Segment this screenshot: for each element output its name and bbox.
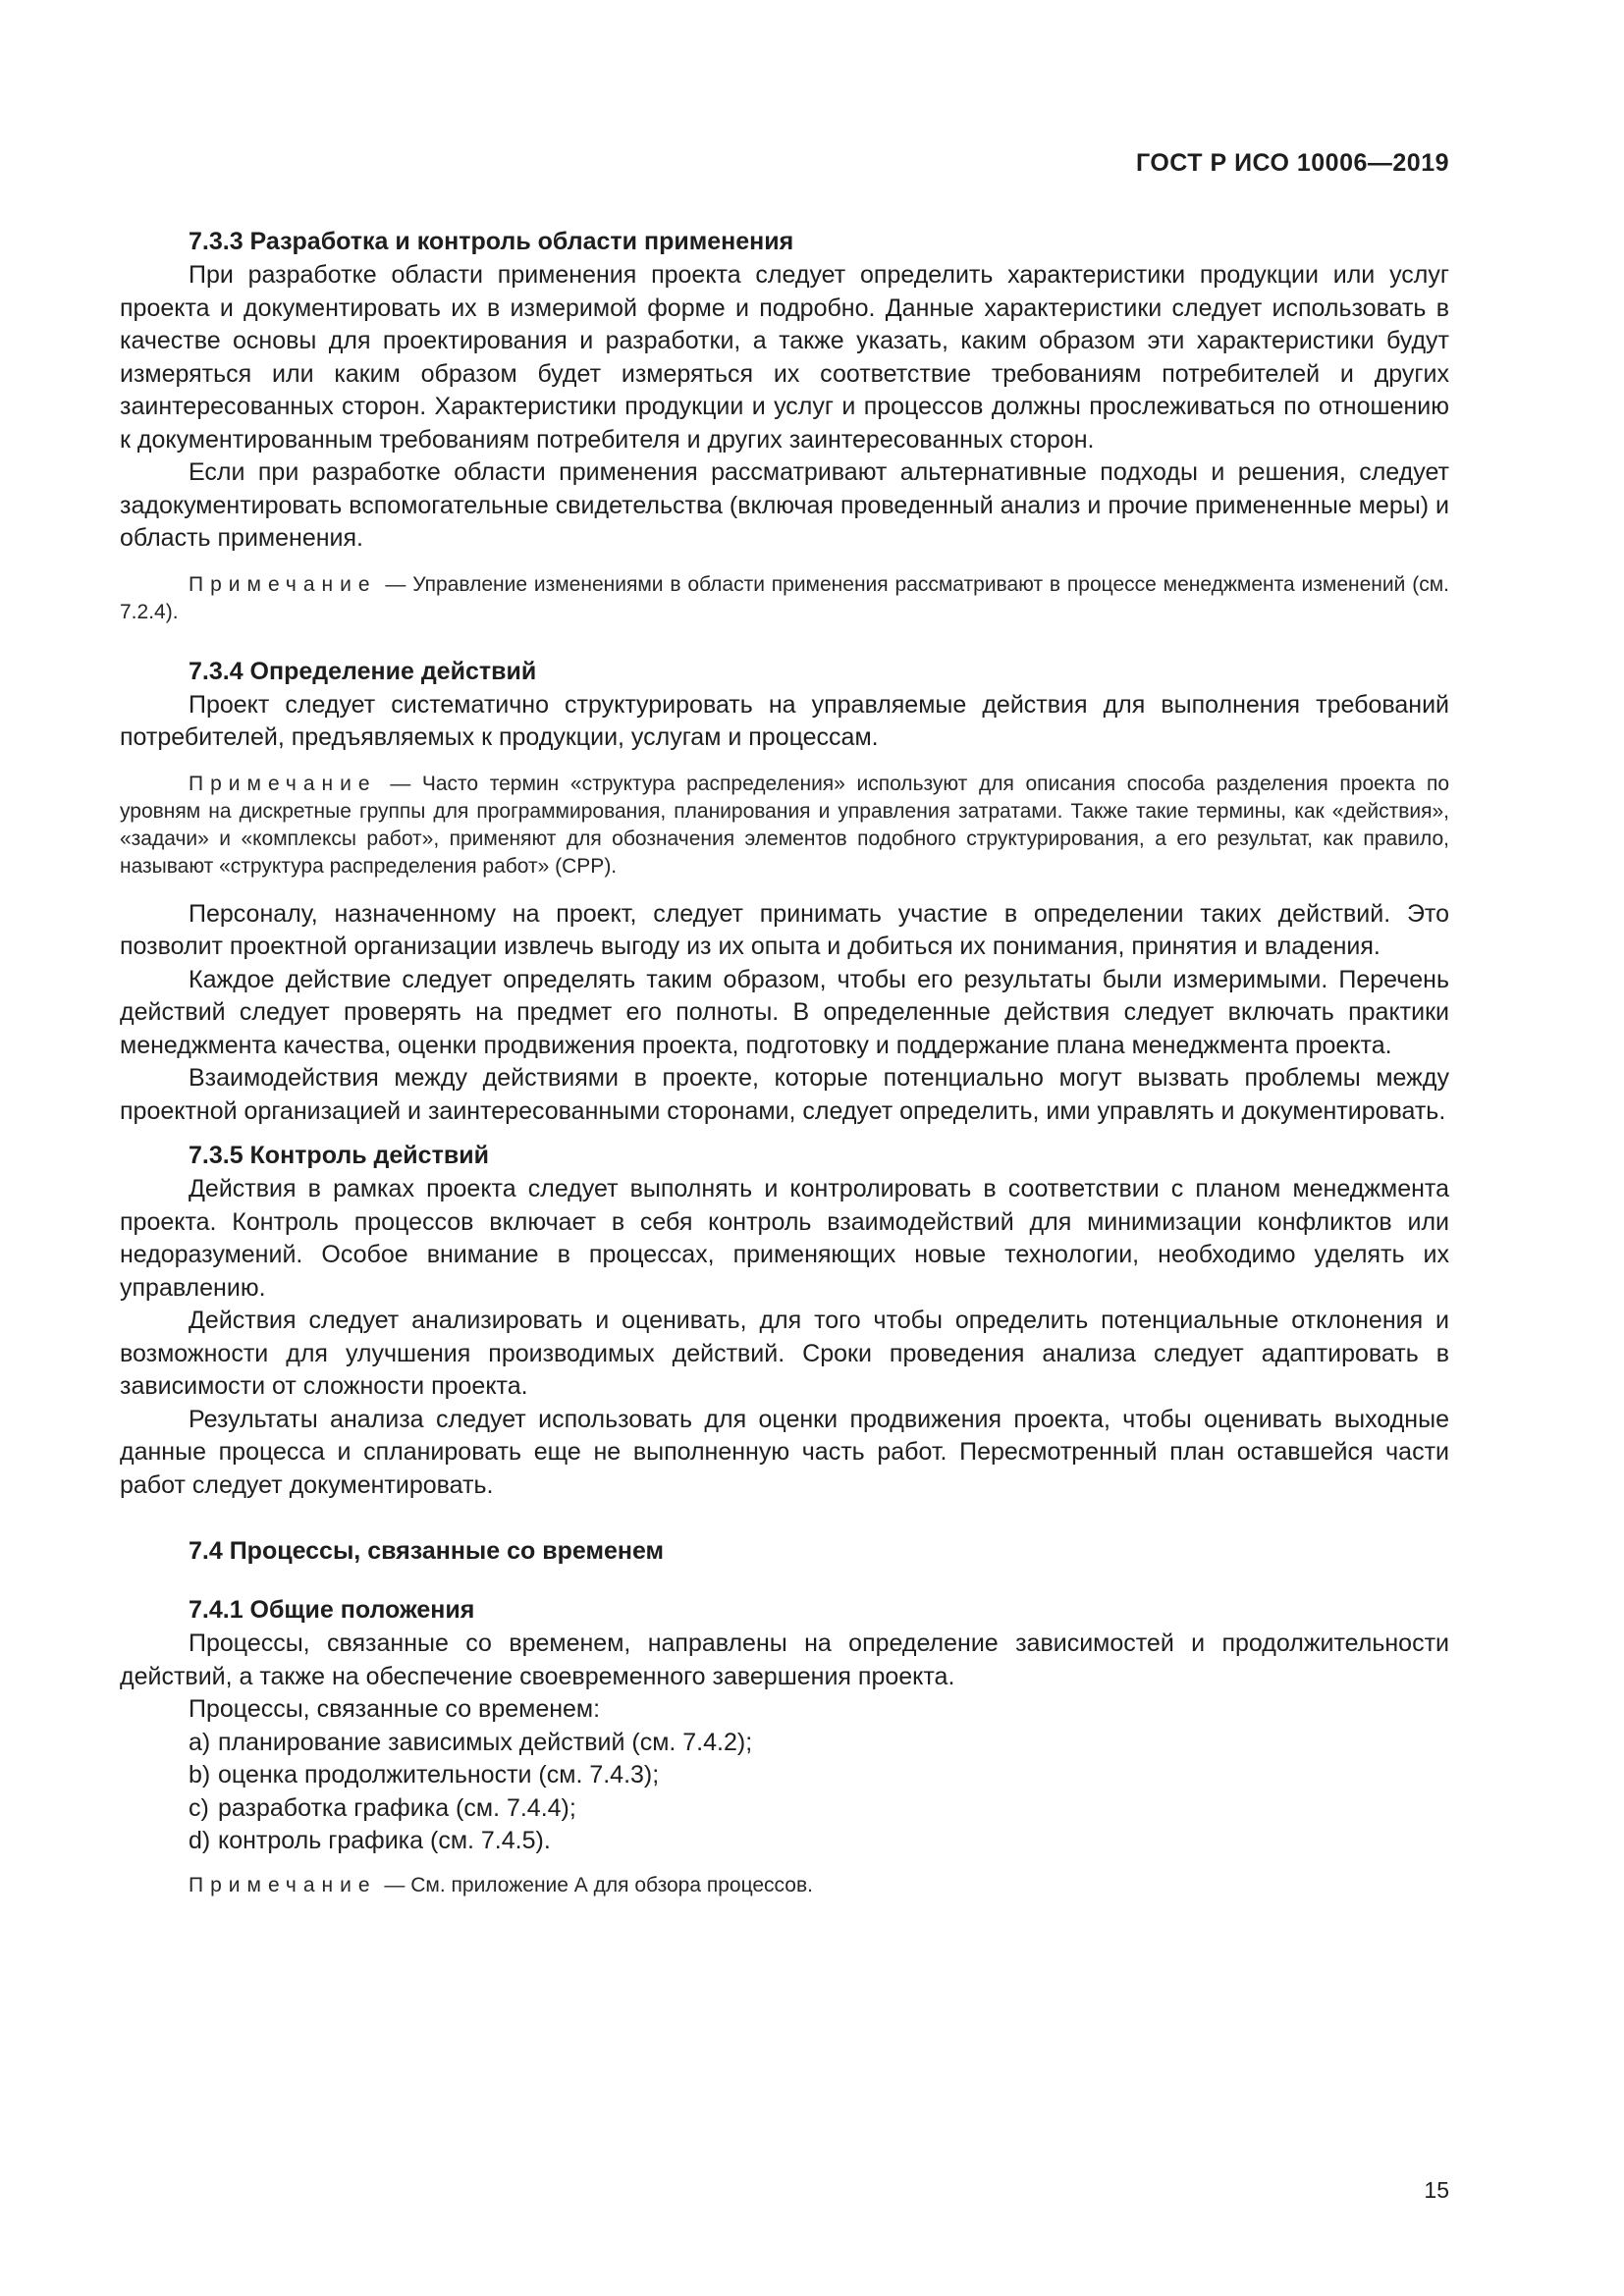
- list-item-text: разработка графика (см. 7.4.4);: [218, 1793, 576, 1822]
- paragraph: Действия в рамках проекта следует выполнять и контролировать в соответствии с планом менеджмента проекта. Контроль процессов включает в себя контроль взаимодействий для минимизации конфликтов или недоразумений. Особое внимание в процессах, применяющих новые технологии, необходимо уделять их управлению.: [120, 1175, 1449, 1302]
- note-text: — См. приложение А для обзора процессов.: [384, 1873, 813, 1896]
- note: [120, 1872, 1449, 1899]
- paragraph: Взаимодействия между действиями в проекте, которые потенциально могут вызвать проблемы между проектной организацией и заинтересованными сторонами, следует определить, ими управлять и документировать.: [120, 1064, 1449, 1125]
- page-content: [120, 224, 1449, 1917]
- note-text: — Часто термин «структура распределения» используют для описания способа разделения проекта по уровням на дискретные группы для программирования, планирования и управления затратами. Также такие термины, как «действия», «задачи» и «комплексы работ», применяют для обозначения элементов подобного структурирования, а его результат, как правило, называют «структура распределения работ» (СРР).: [120, 772, 1449, 878]
- paragraph: Процессы, связанные со временем, направлены на определение зависимостей и продолжительности действий, а также на обеспечение своевременного завершения проекта.: [120, 1629, 1449, 1690]
- note-label: Примечание: [189, 572, 377, 596]
- list-item: [189, 1727, 1449, 1760]
- section-heading-7-3-3: 7.3.3 Разработка и контроль области применения: [189, 228, 794, 255]
- paragraph: При разработке области применения проекта следует определить характеристики продукции или услуг проекта и документировать их в измеримой форме и подробно. Данные характеристики следует использовать в качестве основы для проектирования и разработки, а также указать, каким образом эти характеристики будут измеряться или каким образом будет измеряться их соответствие требованиям потребителей и других заинтересованных сторон. Характеристики продукции и услуг и процессов должны прослеживаться по отношению к документированным требованиям потребителя и других заинтересованных сторон.: [120, 261, 1449, 454]
- note-label: Примечание: [189, 772, 377, 795]
- note: [120, 771, 1449, 881]
- paragraph: Если при разработке области применения рассматривают альтернативные подходы и решения, следует задокументировать вспомогательные свидетельства (включая проведенный анализ и прочие примененные меры) и область применения.: [120, 458, 1449, 552]
- list-item: [189, 1759, 1449, 1792]
- paragraph: Каждое действие следует определять таким образом, чтобы его результаты были измеримыми. Перечень действий следует проверять на предмет его полноты. В определенные действия следует включать практики менеджмента качества, оценки продвижения проекта, подготовку и поддержание плана менеджмента проекта.: [120, 965, 1449, 1059]
- list-marker: d): [189, 1827, 211, 1854]
- section-heading-7-4-1: 7.4.1 Общие положения: [189, 1596, 475, 1624]
- standard-header: ГОСТ Р ИСО 10006—2019: [1136, 149, 1449, 177]
- process-list: [120, 1727, 1449, 1858]
- list-item: [189, 1825, 1449, 1858]
- paragraph: Действия следует анализировать и оценивать, для того чтобы определить потенциальные отклонения и возможности для улучшения производимых действий. Сроки проведения анализа следует адаптировать в зависимости от сложности проекта.: [120, 1307, 1449, 1400]
- page-number: 15: [1424, 2177, 1449, 2203]
- paragraph: Персоналу, назначенному на проект, следует принимать участие в определении таких действий. Это позволит проектной организации извлечь выгоду из их опыта и добиться их понимания, принятия и владения.: [120, 899, 1449, 960]
- section-heading-7-4: 7.4 Процессы, связанные со временем: [189, 1537, 665, 1565]
- list-item: [189, 1792, 1449, 1826]
- list-marker: b): [189, 1761, 211, 1789]
- paragraph: Проект следует систематично структурировать на управляемые действия для выполнения требований потребителей, предъявляемых к продукции, услугам и процессам.: [120, 690, 1449, 751]
- paragraph: Результаты анализа следует использовать для оценки продвижения проекта, чтобы оценивать выходные данные процесса и спланировать еще не выполненную часть работ. Пересмотренный план оставшейся части работ следует документировать.: [120, 1405, 1449, 1499]
- note-label: Примечание: [189, 1873, 377, 1896]
- note-text: — Управление изменениями в области применения рассматривают в процессе менеджмента изменений (см. 7.2.4).: [120, 572, 1449, 623]
- list-item-text: контроль графика (см. 7.4.5).: [218, 1827, 551, 1854]
- list-lead: Процессы, связанные со временем:: [189, 1695, 601, 1723]
- section-heading-7-3-4: 7.3.4 Определение действий: [189, 657, 537, 685]
- list-marker: а): [189, 1728, 211, 1756]
- list-item-text: планирование зависимых действий (см. 7.4.2);: [218, 1728, 753, 1756]
- list-marker: с): [189, 1793, 209, 1822]
- note: [120, 571, 1449, 626]
- section-heading-7-3-5: 7.3.5 Контроль действий: [189, 1142, 489, 1169]
- list-item-text: оценка продолжительности (см. 7.4.3);: [218, 1761, 660, 1789]
